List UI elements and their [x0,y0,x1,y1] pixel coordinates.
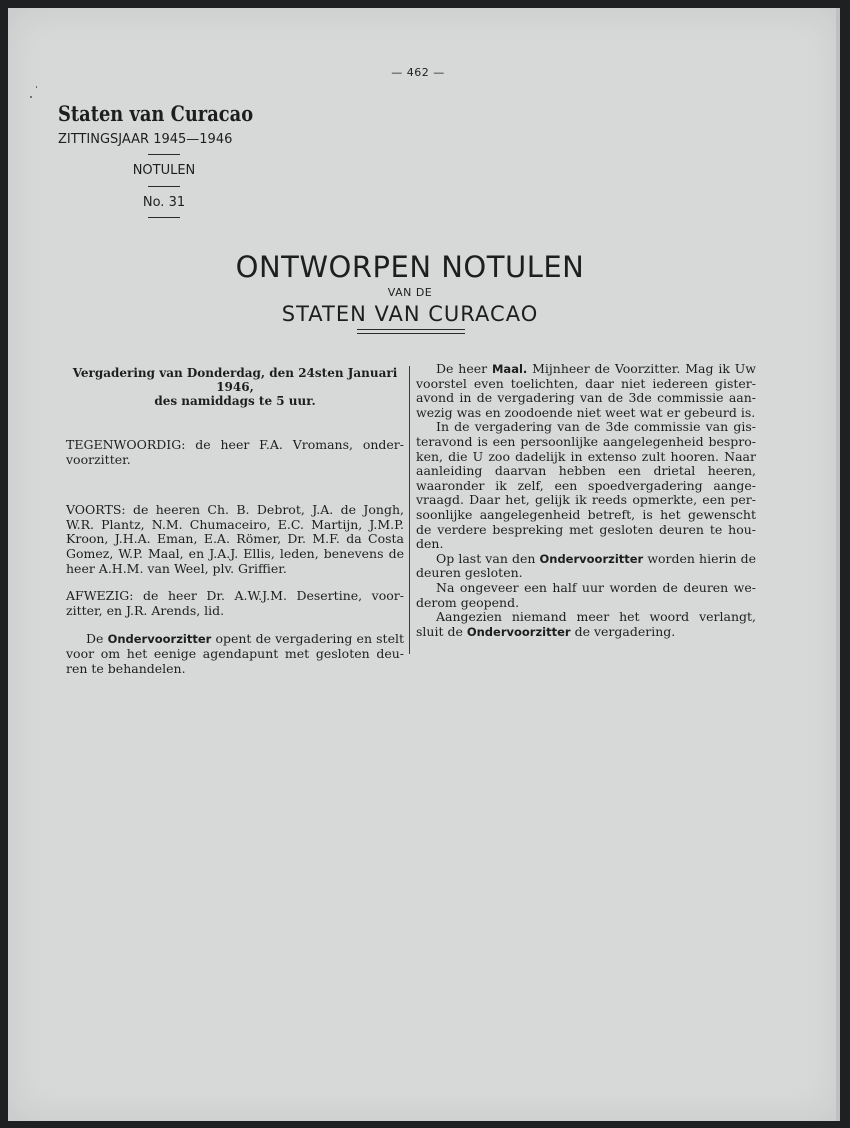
masthead-title: Staten van Curacao [58,101,254,126]
closing-paragraph [416,610,756,639]
document-headline: ONTWORPEN NOTULEN [235,250,585,284]
opening-role: Ondervoorzitter [107,632,212,647]
absent-paragraph: AFWEZIG: de heer Dr. A.W.J.M. Desertine, voor-zitter, en J.R. Arends, lid. [66,588,404,618]
present-paragraph: TEGENWOORDIG: de heer F.A. Vromans, onder-voorzitter. [66,437,404,467]
masthead-session: ZITTINGSJAAR 1945—1946 [58,132,233,147]
maal-paragraph [416,362,756,420]
headline-double-rule [357,329,465,334]
masthead-rule [148,154,180,155]
paper-speck [30,96,32,98]
doors-closed-role: Ondervoorzitter [539,551,644,566]
page-number: — 462 — [391,66,445,79]
document-subhead-small: VAN DE [387,286,433,299]
left-column [66,366,404,676]
column-divider [409,366,410,654]
meeting-heading [66,366,404,408]
document-subhead-large: STATEN VAN CURACAO [281,302,539,326]
masthead-rule [148,217,180,218]
right-column [416,362,756,639]
doors-closed-paragraph [416,552,756,581]
opening-post: opent de vergadering en stelt voor om het eenige agendapunt met gesloten deu-ren te behandelen. [66,631,404,676]
opening-pre: De [86,631,108,647]
maal-pre: De heer [436,361,492,376]
closing-pre: Aangezien niemand meer het woord verlangt, sluit de [416,609,756,639]
meeting-heading-line1: Vergadering van Donderdag, den 24sten Januari 1946, [72,366,398,394]
closing-role: Ondervoorzitter [466,624,571,639]
doors-closed-pre: Op last van den [436,550,540,566]
masthead-section: NOTULEN [132,163,196,178]
also-present-paragraph: VOORTS: de heeren Ch. B. Debrot, J.A. de Jongh, W.R. Plantz, N.M. Chumaceiro, E.C. Martijn, J.M.P. Kroon, J.H.A. Eman, E.A. Römer, Dr. M.F. da Costa Gomez, W.P. Maal, en J.A.J. Ellis, leden, benevens de heer A.H.M. van Weel, plv. Griffier. [66,502,404,576]
masthead-number: No. 31 [142,195,186,210]
commission-paragraph: In de vergadering van de 3de commissie van gis-teravond is een persoonlijke aangelegenheid bespro-ken, die U zoo dadelijk in extenso zult hooren. Naar aanleiding daarvan hebben een drietal heeren, waaronder ik zelf, een spoedvergadering aange-vraagd. Daar het, gelijk ik reeds opmerkte, een per-soonlijke aangelegenheid betreft, is het gewenscht de verdere bespreking met gesloten deuren te hou-den. [416,419,756,552]
doors-opened-paragraph: Na ongeveer een half uur worden de deuren we-derom geopend. [416,579,756,610]
paper-speck [36,86,37,88]
maal-post: Mijnheer de Voorzitter. Mag ik Uw voorstel even toelichten, daar niet iedereen gister-avond in de vergadering van de 3de commissie aan-wezig was en zoodoende niet weet wat er gebeurd is. [416,361,756,420]
closing-post: de vergadering. [570,623,676,639]
doors-closed-post: worden hierin de deuren gesloten. [416,550,756,581]
masthead-rule [148,186,180,187]
meeting-heading-line2: des namiddags te 5 uur. [154,394,316,408]
opening-paragraph [66,632,404,676]
paper-edge [836,8,840,1121]
maal-name: Maal. [491,362,528,376]
